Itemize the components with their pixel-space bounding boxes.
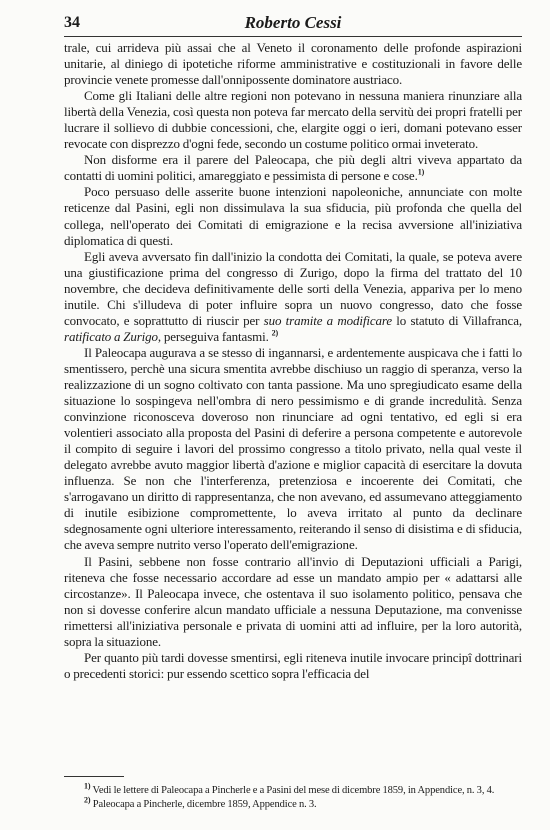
footnote-ref[interactable]: 2) (271, 328, 279, 338)
paragraph: Non disforme era il parere del Paleocapa, che più degli altri viveva appartato da contatti di uomini politici, amareggiato e pessimista di persone e cose.$^{1)}$ (64, 152, 522, 184)
footnotes (64, 781, 522, 811)
footnote: $^{1)}$ Vedi le lettere di Paleocapa a Pincherle e a Pasini del mese di dicembre 1859, in Appendice, n. 3, 4. (84, 781, 495, 796)
footnote-divider (64, 776, 124, 777)
paragraph: Per quanto più tardi dovesse smentirsi, egli riteneva inutile invocare principî dottrinari o precedenti storici: pur essendo scettico sopra l'efficacia del (64, 649, 522, 681)
paragraph: Come gli Italiani delle altre regioni non potevano in nessuna maniera rinunziare alla libertà della Venezia, così questa non poteva far mercato della servitù dei propri fratelli per lucrare il sollievo di dubbie concessioni, che, elargite oggi o ieri, domani potevano esser revocate con disprezzo d'ogni fede, secondo un costume politico ormai inveterato. (64, 88, 522, 152)
body-text (64, 40, 522, 682)
page-number: 34 (64, 14, 80, 31)
footnote-ref[interactable]: 1) (417, 168, 425, 178)
paragraph: Poco persuaso delle asserite buone intenzioni napoleoniche, annunciate con molte reticenze dal Pasini, egli non dissimulava la sua sfiducia, più profonda che quella del collega, nell'operato dei Comitati di emigrazione e la recisa avversione all'iniziativa diplomatica di questi. (64, 184, 522, 248)
italic-phrase: suo tramite a modificare (263, 312, 392, 328)
footnote-marker: 2) (84, 795, 91, 804)
paragraph: trale, cui arrideva più assai che al Veneto il coronamento delle profonde aspirazioni unitarie, al diniego di ipotetiche riforme amministrative e costituzionali in favore delle provincie venete promesse dall'onnipossente dominatore austriaco. (64, 40, 522, 88)
footnote-marker: 1) (84, 781, 91, 791)
page-header (64, 10, 522, 37)
italic-phrase: ratificato a Zurigo (64, 328, 158, 344)
paragraph: Il Pasini, sebbene non fosse contrario all'invio di Deputazioni ufficiali a Parigi, riteneva che fosse necessario accordare ad esse un mandato ampio per « adattarsi alle circostanze». Il Paleocapa invece, che ostentava il suo isolamento politico, pensava che non si dovesse conferire alcun mandato ufficiale a nessuna Deputazione, ma convenisse rimettersi all'iniziativa personale e privata di uomini atti ad influire, per la loro autorità, sopra la situazione. (64, 553, 522, 649)
footnote: $^{2)}$ Paleocapa a Pincherle, dicembre 1859, Appendice n. 3. (84, 795, 317, 810)
running-head: Roberto Cessi (244, 13, 342, 32)
paragraph: Egli aveva avversato fin dall'inizio la condotta dei Comitati, la quale, se poteva avere una giustificazione prima del congresso di Zurigo, dopo la firma del trattato del 10 novembre, che decideva definitivamente delle sorti della Venezia, appariva per lo meno inutile. Chi s'illudeva di poter influire sopra un nuovo congresso, dato che fosse convocato, e soprattutto di riuscir per suo tramite a modificare lo statuto di Villafranca, ratificato a Zurigo, perseguiva fantasmi. $^{2)}$ (64, 248, 522, 344)
paragraph: Il Paleocapa augurava a se stesso di ingannarsi, e ardentemente auspicava che i fatti lo smentissero, perchè una sicura smentita avrebbe dischiuso un raggio di speranza, verso la realizzazione di un sogno coltivato con tanta passione. Ma uno spregiudicato esame della situazione lo sospingeva nell'ombra di nero pessimismo e di grande incredulità. Senza convinzione riconosceva doveroso non rinunciare ad ogni tentativo, ed egli si era volentieri associato alla proposta del Pasini di deferire a persona competente e autorevole il compito di seguire i lavori del prossimo congresso a titolo privato, nella qual veste il delegato avrebbe avuto maggior libertà d'azione e miglior capacità di esercitare la dovuta influenza. Se non che l'interferenza, pretenziosa e incoerente dei Comitati, che s'arrogavano un diritto di rappresentanza, che non avevano, ed assumevano atteggiamento di inutile esibizione compromettente, lo aveva irritato al punto da declinare sdegnosamente ogni ulteriore interessamento, reiterando il senso di disistima e di sfiducia, che aveva sempre nutrito verso l'operato dell'emigrazione. (64, 344, 522, 553)
